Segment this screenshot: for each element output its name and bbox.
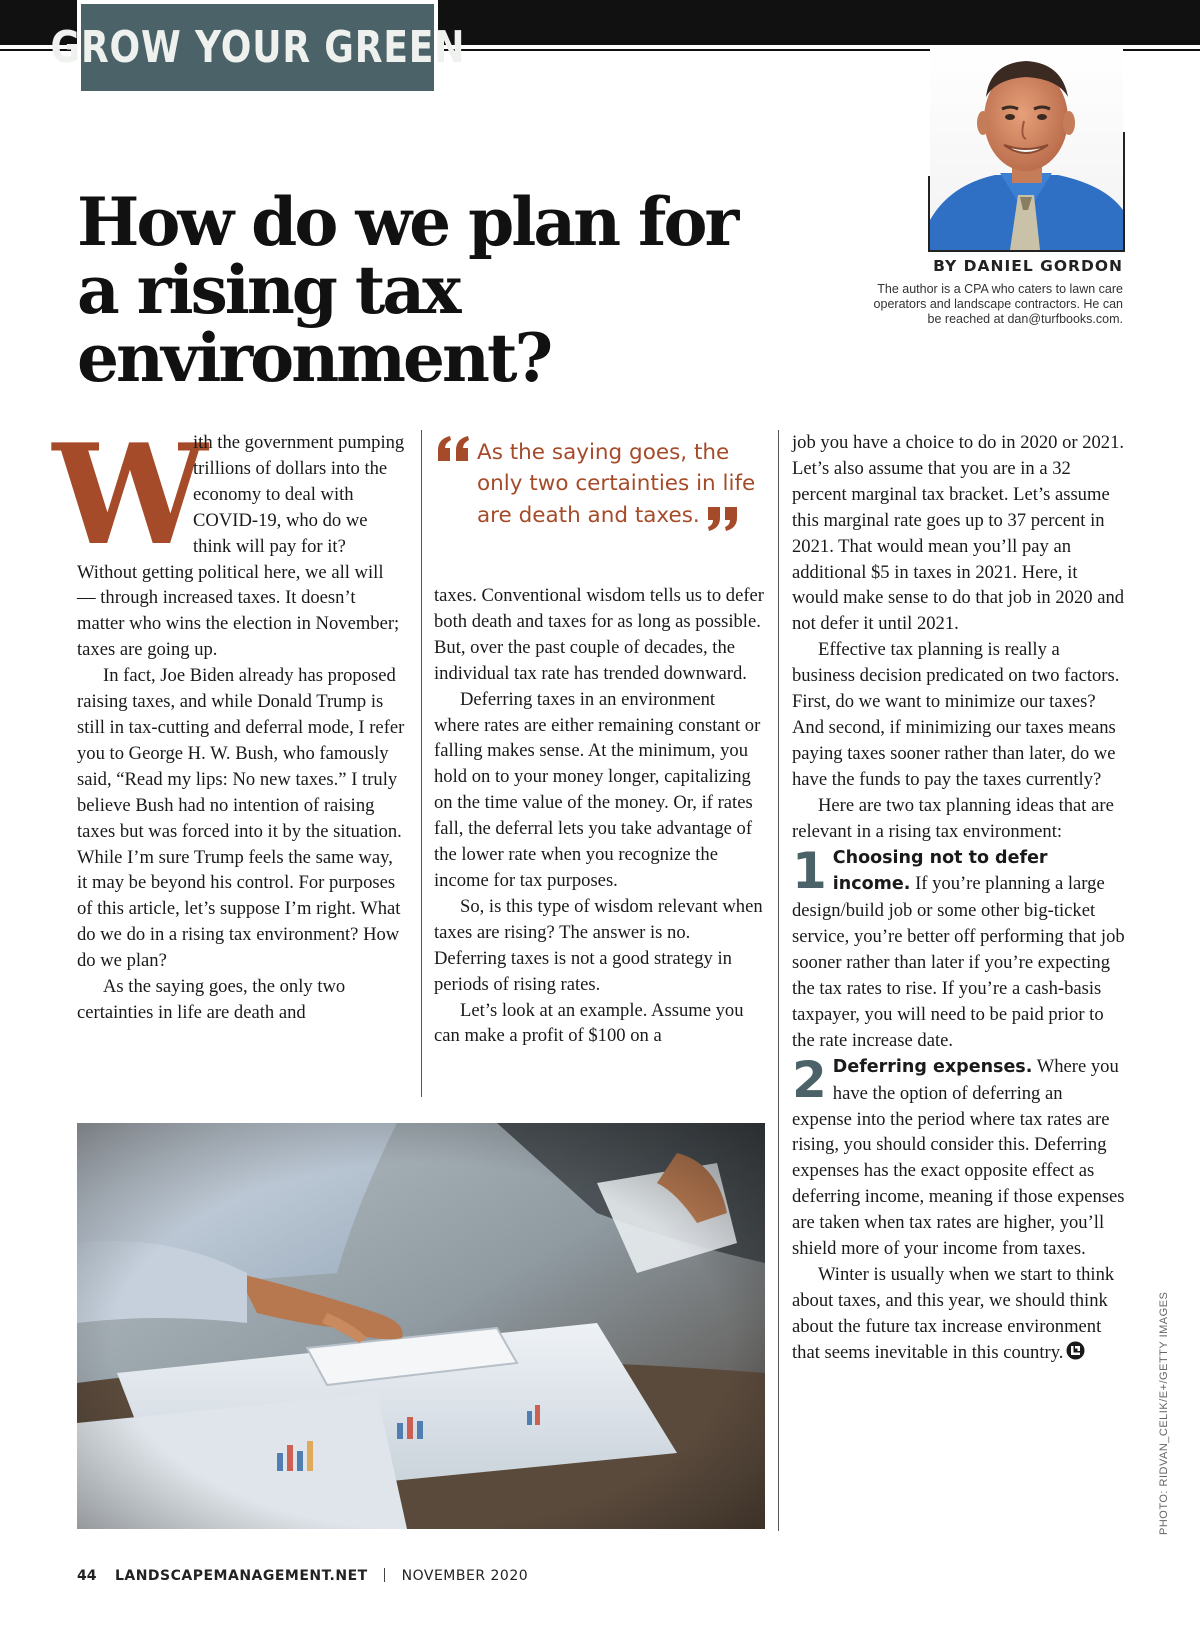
- article-column-3: [792, 430, 1125, 1366]
- end-mark-icon: [1066, 1341, 1085, 1360]
- paragraph: job you have a choice to do in 2020 or 2021. Let’s also assume that you are in a 32 percent marginal tax bracket. Let’s assume this marginal rate goes up to 37 percent in 2021. That would mean you’ll pay an additional $5 in taxes in 2021. Here, it would make sense to do that job in 2020 and not defer it until 2021.: [792, 432, 1125, 635]
- paragraph: Let’s look at an example. Assume you can make a profit of $100 on a: [434, 999, 744, 1047]
- footer-site-name: LANDSCAPEMANAGEMENT.NET: [114, 1568, 368, 1584]
- tip-body: If you’re planning a large design/build job or some other big-ticket service, you’re better off performing that job sooner rather than later if you’re expecting the tax rates to rise. If you’re a cash-basis taxpayer, you will need to be paid prior to the rate increase date.: [792, 873, 1125, 1051]
- article-headline: How do we plan for a rising tax environment?: [77, 183, 737, 397]
- tip-title: Deferring expenses.: [832, 1056, 1033, 1077]
- author-portrait: [930, 45, 1123, 250]
- drop-cap: [52, 413, 208, 576]
- portrait-frame-rule: [928, 176, 930, 252]
- paragraph: As the saying goes, the only two certainties in life are death and: [77, 976, 346, 1023]
- paragraph: Here are two tax planning ideas that are relevant in a rising tax environment:: [792, 794, 1114, 842]
- paragraph: Deferring taxes in an environment where rates are either remaining constant or falling makes sense. At the minimum, you hold on to your money longer, capitalizing on the time value of the money. Or, if rates fall, the deferral lets you take advantage of the lower rate when you recognize the income for tax purposes.: [434, 688, 761, 891]
- footer-divider: [384, 1568, 385, 1582]
- paragraph: So, is this type of wisdom relevant when taxes are rising? The answer is no. Deferring taxes is not a good strategy in periods of rising rates.: [434, 895, 763, 995]
- open-quote-icon: [436, 435, 471, 463]
- pull-quote: [438, 437, 758, 532]
- tip-number: 2: [792, 1050, 827, 1109]
- tip-item-2: [792, 1050, 1125, 1262]
- photo-credit: PHOTO: RIDVAN_CELIK/E+/GETTY IMAGES: [1158, 1291, 1170, 1535]
- page-footer: [77, 1568, 528, 1584]
- article-column-2: [434, 583, 764, 1049]
- closing-text: Winter is usually when we start to think about taxes, and this year, we should think about the future tax increase environment that seems inevitable in this country.: [792, 1264, 1115, 1363]
- author-bio: The author is a CPA who caters to lawn care operators and landscape contractors. He can be reached at dan@turfbooks.com.: [873, 282, 1123, 326]
- issue-date: NOVEMBER 2020: [401, 1568, 529, 1584]
- section-tag: [50, 4, 465, 91]
- portrait-frame-rule: [928, 250, 1125, 252]
- tip-number: 1: [792, 841, 827, 900]
- paragraph: [792, 1262, 1125, 1366]
- paragraph: Effective tax planning is really a business decision predicated on two factors. First, do we want to minimize our taxes? And second, if minimizing our taxes means paying taxes sooner rather than later, do we have the funds to pay the taxes currently?: [792, 639, 1120, 790]
- pull-quote-text: As the saying goes, the only two certainties in life are death and taxes.: [477, 440, 756, 528]
- byline: BY DANIEL GORDON: [933, 257, 1123, 275]
- close-quote-icon: [706, 506, 740, 532]
- portrait-frame-rule: [1123, 132, 1125, 252]
- paragraph: ith the government pumping trillions of dollars into the economy to deal with COVID-19, who do we think will pay for it? Without getting political here, we all will — through increased taxes. It doesn’t matter who wins the election in November; taxes are going up.: [77, 432, 405, 661]
- article-photo: [77, 1123, 765, 1529]
- paragraph: In fact, Joe Biden already has proposed raising taxes, and while Donald Trump is still in tax-cutting and deferral mode, I refer you to George H. W. Bush, who famously said, “Read my lips: No new taxes.” I truly believe Bush had no intention of raising taxes but was forced into it by the situation. While I’m sure Trump feels the same way, it may be beyond his control. For purposes of this article, let’s suppose I’m right. What do we do in a rising tax environment? How do we plan?: [77, 665, 405, 972]
- tip-body: Where you have the option of deferring an expense into the period where tax rates are rising, you should consider this. Deferring expenses has the exact opposite effect as deferring income, meaning if those expenses are taken when tax rates are higher, you’ll shield more of your income from taxes.: [792, 1055, 1125, 1260]
- tip-title: Choosing not to defer income.: [832, 847, 1048, 895]
- svg-text:W: W: [52, 413, 208, 576]
- tip-item-1: [792, 841, 1125, 1054]
- page-number: 44: [77, 1568, 97, 1584]
- section-tag-label: GROW YOUR GREEN: [50, 22, 465, 73]
- column-divider: [778, 430, 779, 1531]
- paragraph: taxes. Conventional wisdom tells us to defer both death and taxes for as long as possible. But, over the past couple of decades, the individual tax rate has trended downward.: [434, 585, 764, 684]
- article-column-1: [52, 413, 405, 1026]
- column-divider: [421, 430, 422, 1097]
